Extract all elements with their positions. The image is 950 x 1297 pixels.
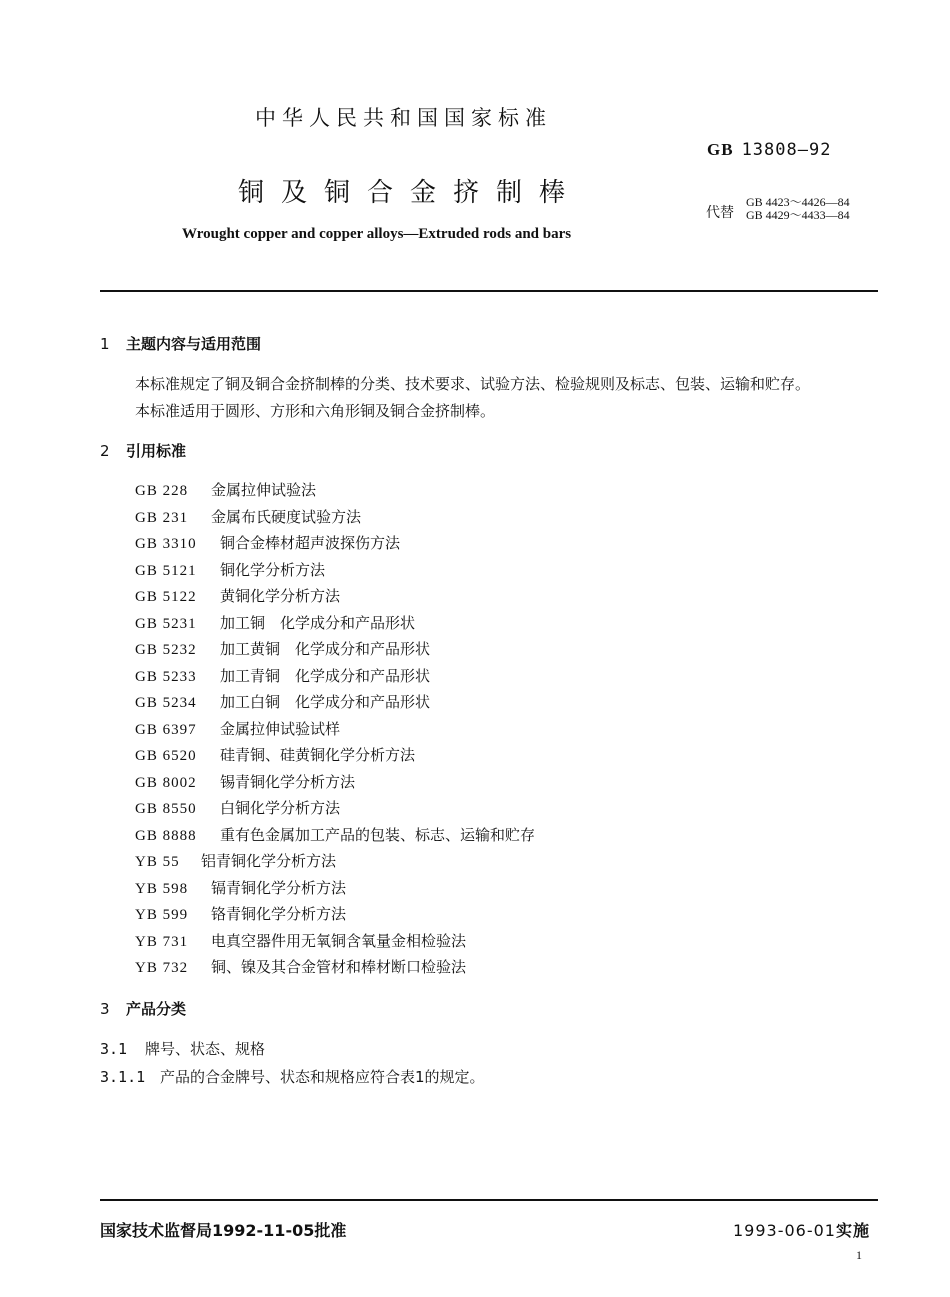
reference-item: GB 231 金属布氏硬度试验方法 [135,508,362,526]
section-1-paragraph-2: 本标准适用于圆形、方形和六角形铜及铜合金挤制棒。 [135,402,496,420]
section-3-heading [100,998,186,1019]
page-number: 1 [856,1248,862,1262]
section-2-title: 引用标准 [126,442,187,460]
standard-code: 13808—92 [741,140,832,160]
replaces-line-2: GB 4429～4433—84 [746,208,850,222]
effective-label: 实施 [835,1221,870,1240]
subsection-3-1-1-text: 产品的合金牌号、状态和规格应符合表1的规定。 [160,1068,485,1086]
reference-item: YB 731 电真空器件用无氧铜含氧量金相检验法 [135,932,467,950]
subsection-3-1-1 [100,1066,485,1087]
national-standard-title: 中华人民共和国国家标准 [255,106,552,130]
subsection-3-1-title: 牌号、状态、规格 [145,1040,266,1058]
reference-item: GB 5234 加工白铜 化学成分和产品形状 [135,693,431,711]
reference-item: GB 5232 加工黄铜 化学成分和产品形状 [135,640,431,658]
section-3-number: 3 [100,1000,110,1018]
replaces-label: 代替 [706,205,734,221]
reference-item: GB 5233 加工青铜 化学成分和产品形状 [135,667,431,685]
reference-item: GB 5121 铜化学分析方法 [135,561,326,579]
subsection-3-1 [100,1038,265,1059]
reference-item: GB 8888 重有色金属加工产品的包装、标志、运输和贮存 [135,826,536,844]
reference-item: GB 5122 黄铜化学分析方法 [135,587,341,605]
replaces-line-1: GB 4423～4426—84 [746,195,850,209]
section-1-title: 主题内容与适用范围 [126,335,262,353]
effective-date-value: 1993-06-01 [733,1221,836,1240]
reference-item: GB 5231 加工铜 化学成分和产品形状 [135,614,416,632]
standard-number [707,140,831,160]
approval-date: 国家技术监督局1992-11-05批准 [100,1221,347,1240]
header-divider [100,290,878,292]
standard-prefix: GB [707,140,734,159]
section-1-heading [100,333,261,354]
reference-item: YB 732 铜、镍及其合金管材和棒材断口检验法 [135,958,467,976]
footer-divider [100,1199,878,1201]
section-2-number: 2 [100,442,110,460]
section-2-heading [100,440,186,461]
document-title-cn: 铜及铜合金挤制棒 [238,178,583,208]
subsection-3-1-1-number: 3.1.1 [100,1068,146,1086]
reference-item: GB 3310 铜合金棒材超声波探伤方法 [135,534,401,552]
reference-item: GB 8550 白铜化学分析方法 [135,799,341,817]
reference-item: GB 6397 金属拉伸试验试样 [135,720,341,738]
reference-item: YB 598 镉青铜化学分析方法 [135,879,347,897]
section-1-number: 1 [100,335,110,353]
reference-item: GB 6520 硅青铜、硅黄铜化学分析方法 [135,746,416,764]
section-3-title: 产品分类 [126,1000,187,1018]
document-title-en: Wrought copper and copper alloys—Extruded rods and bars [182,226,572,242]
effective-date [733,1218,870,1241]
subsection-3-1-number: 3.1 [100,1040,128,1058]
reference-item: YB 599 铬青铜化学分析方法 [135,905,347,923]
reference-item: GB 8002 锡青铜化学分析方法 [135,773,356,791]
reference-item: GB 228 金属拉伸试验法 [135,481,317,499]
reference-item: YB 55 铝青铜化学分析方法 [135,852,337,870]
section-1-paragraph-1: 本标准规定了铜及铜合金挤制棒的分类、技术要求、试验方法、检验规则及标志、包装、运输和贮存。 [135,375,811,393]
